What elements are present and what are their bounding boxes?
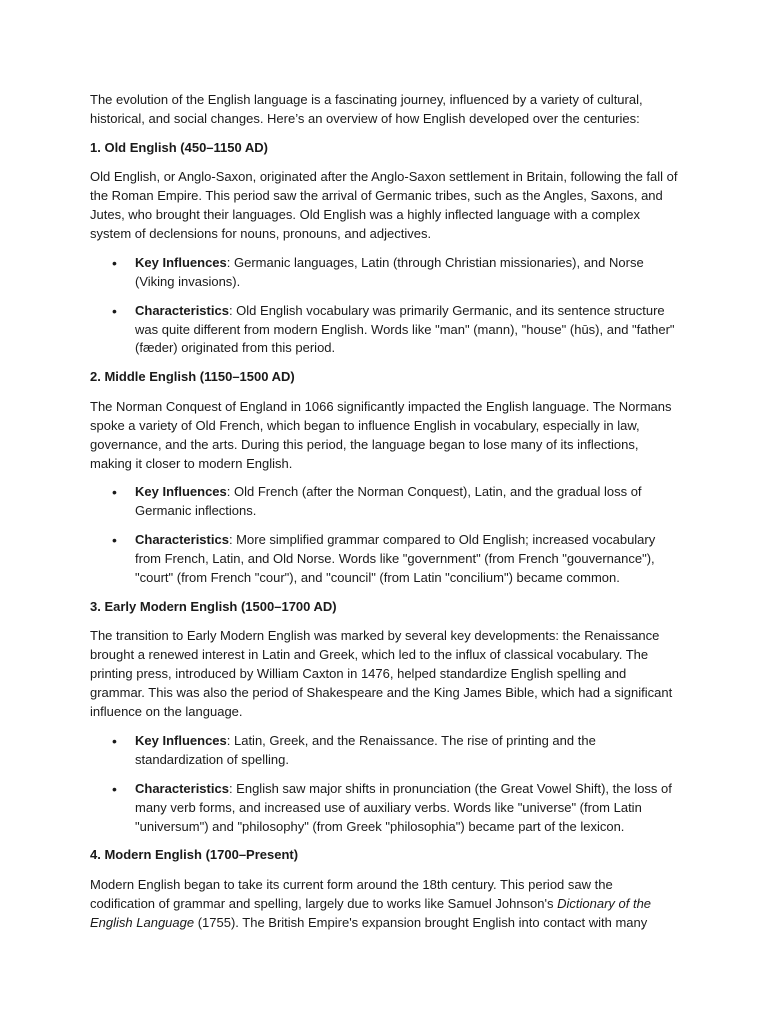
section-heading-middle-english: 2. Middle English (1150–1500 AD) <box>90 369 295 385</box>
list-item <box>90 483 678 521</box>
document-body <box>90 91 678 943</box>
section-paragraph-old-english: Old English, or Anglo-Saxon, originated after the Anglo-Saxon settlement in Britain, following the fall of the Roman Empire. This period saw the arrival of Germanic tribes, such as the Angles, Saxons, and Jutes, who brought their languages. Old English was a highly inflected language with a complex system of declensions for nouns, pronouns, and adjectives. <box>90 169 678 241</box>
section-heading-early-modern-english: 3. Early Modern English (1500–1700 AD) <box>90 598 337 614</box>
bullet-label: Characteristics <box>135 780 229 796</box>
bullet-label: Characteristics <box>135 532 229 548</box>
bullet-list-early-modern-english <box>90 732 678 837</box>
modern-text-after: (1755). The British Empire's expansion brought English into contact with many <box>194 914 648 930</box>
list-item <box>90 302 678 359</box>
section-paragraph-middle-english: The Norman Conquest of England in 1066 significantly impacted the English language. The Normans spoke a variety of Old French, which began to influence English in vocabulary, especially in law, governance, and the arts. During this period, the language began to lose many of its inflections, making it closer to modern English. <box>90 398 672 471</box>
intro-paragraph: The evolution of the English language is a fascinating journey, influenced by a variety of cultural, historical, and social changes. Here’s an overview of how English developed over the centuries: <box>90 92 643 126</box>
bullet-label: Key Influences <box>135 254 227 270</box>
list-item <box>90 780 678 837</box>
section-paragraph-early-modern-english: The transition to Early Modern English was marked by several key developments: the Renaissance brought a renewed interest in Latin and Greek, which led to the influx of classical vocabulary. The printing press, introduced by William Caxton in 1476, helped standardize English spelling and grammar. This was also the period of Shakespeare and the King James Bible, which had a significant influence on the language. <box>90 628 673 719</box>
bullet-text: : English saw major shifts in pronunciation (the Great Vowel Shift), the loss of many verb forms, and increased use of auxiliary verbs. Words like "universe" (from Latin "universum") and "philosophy" (from Greek "philosophia") became part of the lexicon. <box>135 780 672 834</box>
bullet-label: Characteristics <box>135 302 229 318</box>
list-item <box>90 531 678 588</box>
list-item <box>90 254 678 292</box>
bullet-text: : More simplified grammar compared to Old English; increased vocabulary from French, Latin, and Old Norse. Words like "government" (from French "gouvernance"), "court" (from French "cour"), and "council" (from Latin "concilium") became common. <box>135 532 656 586</box>
modern-text-before: Modern English began to take its current form around the 18th century. This period saw the codification of grammar and spelling, largely due to works like Samuel Johnson's <box>90 876 613 911</box>
bullet-label: Key Influences <box>135 484 227 500</box>
bullet-text: : Old French (after the Norman Conquest), Latin, and the gradual loss of Germanic inflections. <box>135 484 642 519</box>
section-paragraph-modern-english <box>90 876 678 933</box>
section-heading-modern-english: 4. Modern English (1700–Present) <box>90 847 299 863</box>
bullet-text: : Old English vocabulary was primarily Germanic, and its sentence structure was quite different from modern English. Words like "man" (mann), "house" (hūs), and "father" (fæder) originated from this period. <box>135 302 675 356</box>
bullet-text: : Germanic languages, Latin (through Christian missionaries), and Norse (Viking invasions). <box>135 254 644 289</box>
dictionary-title: Dictionary of the English Language <box>90 895 652 930</box>
bullet-list-middle-english <box>90 483 678 588</box>
bullet-text: : Latin, Greek, and the Renaissance. The rise of printing and the standardization of spelling. <box>135 732 596 767</box>
list-item <box>90 732 678 770</box>
bullet-list-old-english <box>90 254 678 359</box>
section-heading-old-english: 1. Old English (450–1150 AD) <box>90 139 268 155</box>
bullet-label: Key Influences <box>135 732 227 748</box>
